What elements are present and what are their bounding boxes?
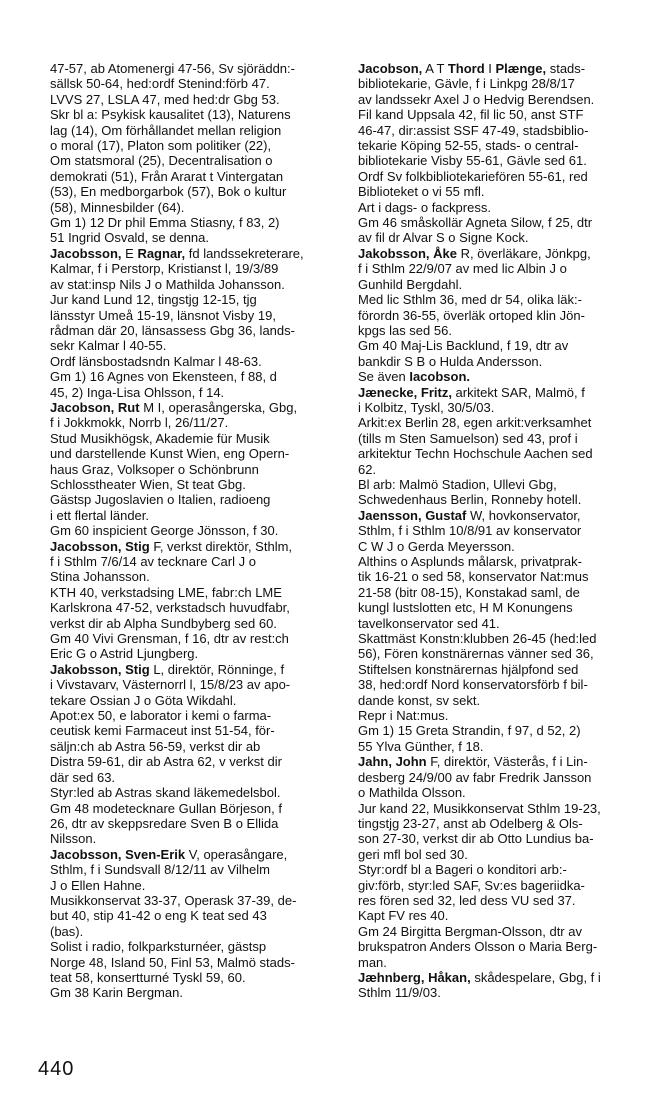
entry-name: Jæhnberg, Håkan, <box>358 969 471 985</box>
entry-jacobsson-ragnar: Jacobsson, E Ragnar, fd landssekreterare, Kalmar, f i Perstorp, Kristianst l, 19/3/89 av stat:insp Nils J o Mathilda Johansson. Jur kand Lund 12, tingstjg 12-15, tjg länsstyr Umeå 15-19, länsnot Visby 19, rådman där 20, länsassess Gbg 36, lands- sekr Kalmar l 40-55. Ordf länsbostadsndn Kalmar l 48-63. Gm 1) 16 Agnes von Ekensteen, f 88, d 45, 2) Inga-Lisa Ohlsson, f 14. <box>50 246 338 400</box>
text-line: Schlosstheater Wien, St teat Gbg. <box>50 476 246 492</box>
text-line: (58), Minnesbilder (64). <box>50 199 185 215</box>
entry-jacobson-rut: Jacobson, Rut M I, operasångerska, Gbg, f i Jokkmokk, Norrb l, 26/11/27. Stud Musikhögsk, Akademie für Musik und darstellende Kunst Wien, eng Opern- haus Graz, Volksoper o Schönbrunn Schlosstheater Wien, St teat Gbg. Gästsp Jugoslavien o Italien, radioeng i ett flertal länder. Gm 60 inspicient George Jönsson, f 30. <box>50 400 338 539</box>
text-line: Jur kand Lund 12, tingstjg 12-15, tjg <box>50 292 257 308</box>
text-line: teat 58, konsertturné Tyskl 59, 60. <box>50 969 246 985</box>
text-line: Gm 1) 15 Greta Strandin, f 97, d 52, 2) <box>358 723 581 739</box>
text-line: sekr Kalmar l 40-55. <box>50 338 167 354</box>
text-line: där sed 63. <box>50 769 116 785</box>
text-line: 62. <box>358 461 377 477</box>
text-line: Eric G o Astrid Ljungberg. <box>50 646 199 662</box>
text-line: lag (14), Om förhållandet mellan religion <box>50 122 282 138</box>
text-line: (53), En medborgarbok (57), Bok o kultur <box>50 184 287 200</box>
text-line: Stina Johansson. <box>50 569 150 585</box>
entry-firstname: Thord <box>447 61 485 76</box>
text-line: Ordf Sv folkbibliotekariefören 55-61, red <box>358 168 588 184</box>
text-line: Karlskrona 47-52, verkstadsch huvudfabr, <box>50 600 290 616</box>
text-line: o moral (17), Platon som politiker (22), <box>50 138 272 154</box>
text-line: Sthlm, f i Sthlm 10/8/91 av konservator <box>358 523 582 539</box>
text-line: Sthlm 11/9/03. <box>358 985 441 1001</box>
text-line: o Mathilda Olsson. <box>358 785 466 801</box>
entry-name: Iacobson. <box>409 369 471 385</box>
entry-name: Jacobsson, <box>50 245 122 261</box>
text-line: Stiftelsen konstnärernas hjälpfond sed <box>358 661 579 677</box>
entry-jahn-john: Jahn, John F, direktör, Västerås, f i Lin- desberg 24/9/00 av fabr Fredrik Jansson o Mathilda Olsson. Jur kand 22, Musikkonservat Sthlm 19-23, tingstjg 23-27, anst ab Odelberg & Ols- son 27-30, verkst dir ab Otto Lundius ba- geri mfl bol sed 30. Styr:ordf bl a Bageri o konditori arb:- giv:förb, styr:led SAF, Sv:es bageriidka- res fören sed 32, led dess VU sed 37. Kapt FV res 40. Gm 24 Birgitta Bergman-Olsson, dtr av brukspatron Anders Olsson o Maria Berg- man. <box>358 754 654 970</box>
text-line: kpgs las sed 56. <box>358 322 452 338</box>
text-line: Gm 1) 12 Dr phil Emma Stiasny, f 83, 2) <box>50 215 280 231</box>
text-line: Styr:ordf bl a Bageri o konditori arb:- <box>358 862 567 878</box>
text-line: 55 Ylva Günther, f 18. <box>358 738 484 754</box>
text-line: i Kolbitz, Tyskl, 30/5/03. <box>358 399 495 415</box>
text-line: Art i dags- o fackpress. <box>358 199 491 215</box>
entry-name: Jacobson, <box>358 61 423 76</box>
text-line: av stat:insp Nils J o Mathilda Johansson. <box>50 276 285 292</box>
text-line: Distra 59-61, dir ab Astra 62, v verkst dir <box>50 754 282 770</box>
text-line: Kapt FV res 40. <box>358 908 449 924</box>
text-line: (tills m Sten Samuelson) sed 43, prof i <box>358 430 578 446</box>
entry-name: Jahn, John <box>358 754 427 770</box>
text-line: av landssekr Axel J o Hedvig Berendsen. <box>358 91 595 107</box>
entry-jaensson-gustaf: Jaensson, Gustaf W, hovkonservator, Sthlm, f i Sthlm 10/8/91 av konservator C W J o Gerda Meyersson. Althins o Asplunds målarsk, privatprak- tik 16-21 o sed 58, konservator Nat:mus 21-58 (bitr 08-15), Konstakad saml, de kungl lustslotten etc, H M Konungens tavelkonservator sed 41. Skattmäst Konstn:klubben 26-45 (hed:led 56), Fören konstnärernas vänner sed 36, Stiftelsen konstnärernas hjälpfond sed 38, hed:ordf Nord konservatorsförb f bil- dande konst, sv sekt. Repr i Nat:mus. Gm 1) 15 Greta Strandin, f 97, d 52, 2) 55 Ylva Günther, f 18. <box>358 508 654 755</box>
text-line: Om statsmoral (25), Decentralisation o <box>50 153 273 169</box>
text-line: haus Graz, Volksoper o Schönbrunn <box>50 461 259 477</box>
text-line: Jur kand 22, Musikkonservat Sthlm 19-23, <box>358 800 601 816</box>
text-line: C W J o Gerda Meyersson. <box>358 538 515 554</box>
left-column <box>50 61 338 1001</box>
text-line: Schwedenhaus Berlin, Ronneby hotell. <box>358 492 582 508</box>
text-line: Bl arb: Malmö Stadion, Ullevi Gbg, <box>358 476 557 492</box>
text-line: i ett flertal länder. <box>50 507 149 523</box>
text-line: Stud Musikhögsk, Akademie für Musik <box>50 430 270 446</box>
text-line: Biblioteket o vi 55 mfl. <box>358 184 485 200</box>
text-line: KTH 40, verkstadsing LME, fabr:ch LME <box>50 584 282 600</box>
entry-continuation <box>50 61 338 246</box>
text-line: demokrati (51), Från Ararat t Vintergatan <box>50 168 284 184</box>
entry-name: Jacobsson, Stig <box>50 538 150 554</box>
text-line: Skr bl a: Psykisk kausalitet (13), Naturens <box>50 107 291 123</box>
text-line: Norge 48, Island 50, Finl 53, Malmö stads- <box>50 954 295 970</box>
entry-jacobsson-stig: Jacobsson, Stig F, verkst direktör, Sthlm, f i Sthlm 7/6/14 av tecknare Carl J o Stina Johansson. KTH 40, verkstadsing LME, fabr:ch LME Karlskrona 47-52, verkstadsch huvudfabr, verkst dir ab Alpha Sundbyberg sed 60. Gm 40 Vivi Grensman, f 16, dtr av rest:ch Eric G o Astrid Ljungberg. <box>50 539 338 662</box>
text-line: ceutisk kemi Farmaceut inst 51-54, för- <box>50 723 275 739</box>
text-line: J o Ellen Hahne. <box>50 877 146 893</box>
entry-jaenecke-fritz: Jænecke, Fritz, arkitekt SAR, Malmö, f i Kolbitz, Tyskl, 30/5/03. Arkit:ex Berlin 28, egen arkit:verksamhet (tills m Sten Samuelson) sed 43, prof i arkitektur Techn Hochschule Aachen sed 62. Bl arb: Malmö Stadion, Ullevi Gbg, Schwedenhaus Berlin, Ronneby hotell. <box>358 385 654 508</box>
text-line: länsstyr Umeå 15-19, länsnot Visby 19, <box>50 307 276 323</box>
text-line: Gm 40 Maj-Lis Backlund, f 19, dtr av <box>358 338 569 354</box>
text-line: Gm 24 Birgitta Bergman-Olsson, dtr av <box>358 923 582 939</box>
text-line: Gm 46 småskollär Agneta Silow, f 25, dtr <box>358 215 593 231</box>
text-line: Gm 38 Karin Bergman. <box>50 985 183 1001</box>
text-line: (bas). <box>50 923 84 939</box>
text-line: Fil kand Uppsala 42, fil lic 50, anst STF <box>358 107 584 123</box>
text-line: 46-47, dir:assist SSF 47-49, stadsbiblio- <box>358 122 589 138</box>
cross-reference: Se även Iacobson. <box>358 369 471 385</box>
text-line: arkitektur Techn Hochschule Aachen sed <box>358 446 593 462</box>
text-line: i Vivstavarv, Västernorrl l, 15/8/23 av apo- <box>50 677 291 693</box>
text-line: sällsk 50-64, hed:ordf Stenind:förb 47. <box>50 76 270 92</box>
text-line: 56), Fören konstnärernas vänner sed 36, <box>358 646 594 662</box>
text-line: Skattmäst Konstn:klubben 26-45 (hed:led <box>358 631 597 647</box>
text-line: but 40, stip 41-42 o eng K teat sed 43 <box>50 908 267 924</box>
text-line: 45, 2) Inga-Lisa Ohlsson, f 14. <box>50 384 225 400</box>
text-line: Musikkonservat 33-37, Operask 37-39, de- <box>50 892 297 908</box>
text-line: 38, hed:ordf Nord konservatorsförb f bil- <box>358 677 588 693</box>
text-line: 21-58 (bitr 08-15), Konstakad saml, de <box>358 584 580 600</box>
right-column <box>358 61 654 1001</box>
text-line: f i Jokkmokk, Norrb l, 26/11/27. <box>50 415 229 431</box>
text-line: desberg 24/9/00 av fabr Fredrik Jansson <box>358 769 592 785</box>
text-line: son 27-30, verkst dir ab Otto Lundius ba- <box>358 831 594 847</box>
text-line: Repr i Nat:mus. <box>358 708 449 724</box>
text-line: Gunhild Bergdahl. <box>358 276 463 292</box>
text-line: Apot:ex 50, e laborator i kemi o farma- <box>50 708 272 724</box>
text-line: Gm 1) 16 Agnes von Ekensteen, f 88, d <box>50 369 277 385</box>
entry-jakobsson-stig: Jakobsson, Stig L, direktör, Rönninge, f i Vivstavarv, Västernorrl l, 15/8/23 av apo- tekare Ossian J o Göta Wikdahl. Apot:ex 50, e laborator i kemi o farma- ceutisk kemi Farmaceut inst 51-54, för- säljn:ch ab Astra 56-59, verkst dir ab Distra 59-61, dir ab Astra 62, v verkst dir där sed 63. Styr:led ab Astras skand läkemedelsbol. Gm 48 modetecknare Gullan Börjeson, f 26, dtr av skeppsredare Sven B o Ellida Nilsson. <box>50 662 338 847</box>
entry-firstname: Ragnar, <box>137 245 186 261</box>
text-line: rådman där 20, länsassess Gbg 36, lands- <box>50 322 295 338</box>
text-line: tekare Ossian J o Göta Wikdahl. <box>50 692 237 708</box>
text-line: f i Sthlm 7/6/14 av tecknare Carl J o <box>50 554 256 569</box>
entry-jaehnberg-hakan: Jæhnberg, Håkan, skådespelare, Gbg, f i Sthlm 11/9/03. <box>358 970 654 1001</box>
text-line: Sthlm, f i Sundsvall 8/12/11 av Vilhelm <box>50 862 270 878</box>
text-line: tik 16-21 o sed 58, konservator Nat:mus <box>358 569 589 585</box>
text-line: res fören sed 32, led dess VU sed 37. <box>358 892 576 908</box>
text-line: Nilsson. <box>50 831 97 847</box>
entry-name: Jaensson, Gustaf <box>358 507 467 523</box>
entry-name: Jakobsson, Stig <box>50 661 150 677</box>
text-line: 47-57, ab Atomenergi 47-56, Sv sjöräddn:- <box>50 61 295 76</box>
page-number: 440 <box>38 1058 75 1080</box>
entry-jacobson-thord: Jacobson, A T Thord I Plænge, stads- bibliotekarie, Gävle, f i Linkpg 28/8/17 av landssekr Axel J o Hedvig Berendsen. Fil kand Uppsala 42, fil lic 50, anst STF 46-47, dir:assist SSF 47-49, stadsbiblio- tekarie Köping 52-55, stads- o central- bibliotekarie Visby 55-61, Gävle sed 61. Ordf Sv folkbibliotekariefören 55-61, red Biblioteket o vi 55 mfl. Art i dags- o fackpress. Gm 46 småskollär Agneta Silow, f 25, dtr av fil dr Alvar S o Signe Kock. <box>358 61 654 246</box>
text-line: Althins o Asplunds målarsk, privatprak- <box>358 554 582 569</box>
text-line: man. <box>358 954 387 970</box>
entry-name: Jakobsson, Åke <box>358 245 457 261</box>
text-line: Gm 40 Vivi Grensman, f 16, dtr av rest:ch <box>50 631 289 647</box>
entry-jacobsson-sven-erik: Jacobsson, Sven-Erik V, operasångare, Sthlm, f i Sundsvall 8/12/11 av Vilhelm J o Ellen Hahne. Musikkonservat 33-37, Operask 37-39, de- but 40, stip 41-42 o eng K teat sed 43 (bas). Solist i radio, folkparksturnéer, gästsp Norge 48, Island 50, Finl 53, Malmö stads- teat 58, konsertturné Tyskl 59, 60. Gm 38 Karin Bergman. <box>50 847 338 1001</box>
text-line: kungl lustslotten etc, H M Konungens <box>358 600 573 616</box>
text-line: Med lic Sthlm 36, med dr 54, olika läk:- <box>358 292 582 308</box>
text-line: geri mfl bol sed 30. <box>358 846 468 862</box>
text-line: Ordf länsbostadsndn Kalmar l 48-63. <box>50 353 262 369</box>
text-line: Kalmar, f i Perstorp, Kristianst l, 19/3/89 <box>50 261 279 277</box>
text-line: Arkit:ex Berlin 28, egen arkit:verksamhet <box>358 415 592 431</box>
text-line: 26, dtr av skeppsredare Sven B o Ellida <box>50 815 279 831</box>
text-line: Gm 60 inspicient George Jönsson, f 30. <box>50 523 279 539</box>
text-line: f i Sthlm 22/9/07 av med lic Albin J o <box>358 261 567 277</box>
text-line: giv:förb, styr:led SAF, Sv:es bageriidka- <box>358 877 585 893</box>
text-line: säljn:ch ab Astra 56-59, verkst dir ab <box>50 738 261 754</box>
text-line: bibliotekarie, Gävle, f i Linkpg 28/8/17 <box>358 76 575 92</box>
text-line: tavelkonservator sed 41. <box>358 615 500 631</box>
text-line: Gm 48 modetecknare Gullan Börjeson, f <box>50 800 282 816</box>
text-line: bibliotekarie Visby 55-61, Gävle sed 61. <box>358 153 587 169</box>
text-line: tingstjg 23-27, anst ab Odelberg & Ols- <box>358 815 583 831</box>
text-line: brukspatron Anders Olsson o Maria Berg- <box>358 939 598 955</box>
text-line: bankdir S B o Hulda Andersson. <box>358 353 543 369</box>
text-line: förordn 36-55, överläk ortoped klin Jön- <box>358 307 585 323</box>
entry-name: Jacobson, Rut <box>50 399 140 415</box>
entry-jakobsson-ake: Jakobsson, Åke R, överläkare, Jönkpg, f i Sthlm 22/9/07 av med lic Albin J o Gunhild Bergdahl. Med lic Sthlm 36, med dr 54, olika läk:- förordn 36-55, överläk ortoped klin Jön- kpgs las sed 56. Gm 40 Maj-Lis Backlund, f 19, dtr av bankdir S B o Hulda Andersson. <box>358 246 654 369</box>
entry-name: Jacobsson, Sven-Erik <box>50 846 186 862</box>
text-line: 51 Ingrid Osvald, se denna. <box>50 230 209 246</box>
text-line: verkst dir ab Alpha Sundbyberg sed 60. <box>50 615 277 631</box>
text-line: dande konst, sv sekt. <box>358 692 481 708</box>
entry-name: Jænecke, Fritz, <box>358 384 452 400</box>
text-line: Solist i radio, folkparksturnéer, gästsp <box>50 939 267 955</box>
text-line: Gästsp Jugoslavien o Italien, radioeng <box>50 492 271 508</box>
entry-lastname: Plænge, <box>495 61 547 76</box>
text-line: av fil dr Alvar S o Signe Kock. <box>358 230 529 246</box>
text-line: Styr:led ab Astras skand läkemedelsbol. <box>50 785 281 801</box>
text-line: und darstellende Kunst Wien, eng Opern- <box>50 446 290 462</box>
text-line: LVVS 27, LSLA 47, med hed:dr Gbg 53. <box>50 91 280 107</box>
text-line: tekarie Köping 52-55, stads- o central- <box>358 138 579 154</box>
